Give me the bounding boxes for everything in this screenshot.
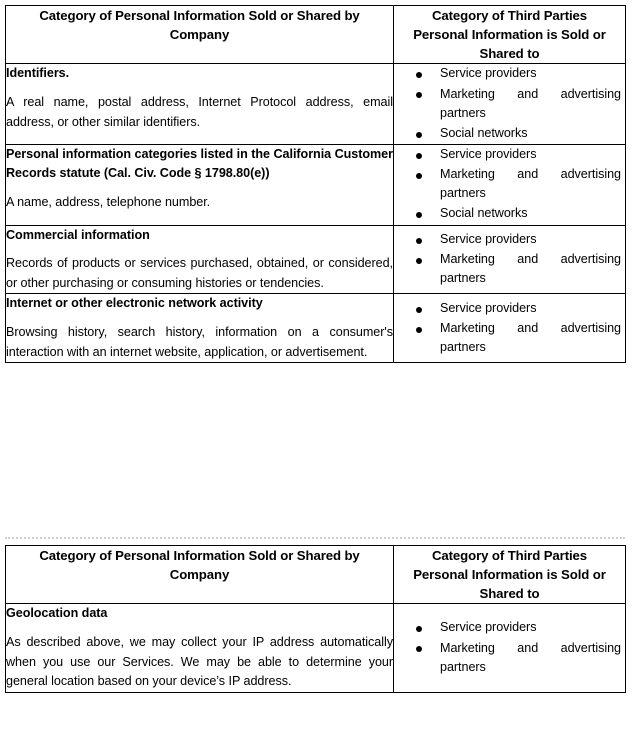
list-item [416,145,621,164]
list-item [416,165,621,203]
list-item-label: Social networks [440,206,528,221]
category-cell-internet-activity [6,294,394,363]
bullet-icon [416,238,422,244]
personal-information-table-second [5,545,626,693]
list-item [416,64,621,83]
third-party-list [394,299,625,357]
category-description: A real name, postal address, Internet Protocol address, email address, or other similar identifiers. [6,95,393,129]
bullet-icon [416,132,422,138]
table-row [6,604,626,692]
table-row [6,64,626,145]
column-header-category-of-personal-information: Category of Personal Information Sold or Shared by Company [6,546,394,604]
third-party-list [394,230,625,288]
category-cell-geolocation-data [6,604,394,692]
third-parties-cell-internet-activity [394,294,626,363]
third-party-list [394,145,625,224]
category-cell-california-customer-records [6,144,394,225]
bullet-icon [416,153,422,159]
bullet-icon [416,173,422,179]
third-parties-cell-identifiers [394,64,626,145]
column-header-category-of-third-parties: Category of Third Parties Personal Information is Sold or Shared to [394,6,626,64]
table-header-repeat [6,546,626,604]
category-title: Internet or other electronic network activity [6,296,263,311]
list-item-label: Marketing and advertising partners [440,167,621,201]
category-description: Browsing history, search history, information on a consumer's interaction with an internet website, application, or advertisement. [6,325,393,359]
category-title: Personal information categories listed in the California Customer Records statute (Cal. Civ. Code § 1798.80(e)) [6,146,393,180]
table-block-second [5,545,625,693]
list-item-label: Marketing and advertising partners [440,640,621,674]
third-parties-cell-commercial-information [394,225,626,294]
personal-information-table-first [5,5,626,363]
table-row [6,144,626,225]
list-item-label: Service providers [440,620,537,635]
category-cell-commercial-information [6,225,394,294]
bullet-icon [416,72,422,78]
table-block-first [5,5,625,363]
list-item-label: Service providers [440,231,537,246]
list-item-label: Marketing and advertising partners [440,86,621,120]
list-item-label: Service providers [440,66,537,81]
table-row [6,225,626,294]
list-item [416,639,621,677]
list-item [416,299,621,318]
list-item [416,618,621,637]
bullet-icon [416,92,422,98]
list-item [416,204,621,223]
list-item-label: Social networks [440,125,528,140]
list-item-label: Service providers [440,146,537,161]
table-body-second [6,604,626,692]
third-parties-cell-california-customer-records [394,144,626,225]
bullet-icon [416,212,422,218]
category-title: Identifiers. [6,66,70,81]
page-break-separator [5,537,625,539]
category-description: A name, address, telephone number. [6,194,211,209]
bullet-icon [416,307,422,313]
third-party-list [394,618,625,676]
column-header-category-of-third-parties: Category of Third Parties Personal Information is Sold or Shared to [394,546,626,604]
list-item [416,230,621,249]
list-item-label: Marketing and advertising partners [440,251,621,286]
bullet-icon [416,327,422,333]
list-item [416,319,621,357]
list-item [416,250,621,288]
list-item-label: Service providers [440,300,537,315]
list-item-label: Marketing and advertising partners [440,320,621,354]
list-item [416,124,621,143]
category-title: Geolocation data [6,606,108,621]
third-party-list [394,64,625,143]
third-parties-cell-geolocation-data [394,604,626,692]
category-cell-identifiers [6,64,394,145]
bullet-icon [416,258,422,264]
table-body-first [6,64,626,363]
column-header-category-of-personal-information: Category of Personal Information Sold or Shared by Company [6,6,394,64]
bullet-icon [416,626,422,632]
table-header-row [6,546,626,604]
table-header [6,6,626,64]
category-title: Commercial information [6,227,150,242]
category-description: Records of products or services purchased, obtained, or considered, or other purchasing or consuming histories or tendencies. [6,256,393,290]
table-header-row [6,6,626,64]
category-description: As described above, we may collect your IP address automatically when you use our Services. We may be able to determine your general location based on your device’s IP address. [6,635,393,689]
table-row [6,294,626,363]
bullet-icon [416,646,422,652]
list-item [416,85,621,123]
